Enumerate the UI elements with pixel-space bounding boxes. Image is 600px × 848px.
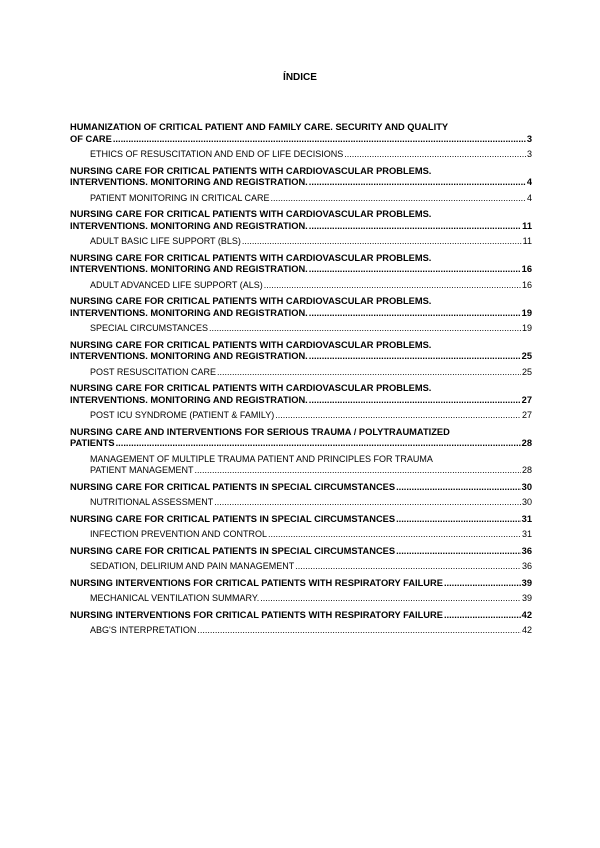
toc-section-entry[interactable]	[70, 593, 532, 605]
toc-section-entry[interactable]	[70, 454, 532, 477]
toc-entry-title-line: INTERVENTIONS. MONITORING AND REGISTRATION.	[70, 307, 308, 318]
toc-entry-title-line: ADULT ADVANCED LIFE SUPPORT (ALS)	[90, 279, 263, 290]
toc-page-number: 27	[521, 410, 532, 420]
toc-page-number: 39	[521, 593, 532, 603]
toc-dot-leader	[268, 529, 521, 541]
toc-page-number: 30	[521, 497, 532, 507]
toc-dot-leader	[309, 177, 526, 189]
toc-dot-leader	[214, 497, 521, 509]
toc-entry-title-line: PATIENT MONITORING IN CRITICAL CARE	[90, 192, 270, 203]
toc-entry-title-line: ADULT BASIC LIFE SUPPORT (BLS)	[90, 236, 241, 246]
toc-page-number: 19	[521, 307, 532, 318]
toc-page-number: 11	[522, 220, 532, 231]
toc-dot-leader	[309, 221, 521, 233]
toc-section-entry[interactable]	[70, 497, 532, 509]
toc-entry-title-line: NURSING CARE FOR CRITICAL PATIENTS WITH CARDIOVASCULAR PROBLEMS.	[70, 209, 432, 219]
toc-page-number: 28	[521, 438, 532, 448]
toc-page-number: 25	[521, 366, 532, 377]
toc-section-entry[interactable]	[70, 529, 532, 541]
toc-chapter-entry[interactable]	[70, 340, 532, 363]
toc-page-number: 36	[521, 545, 532, 556]
toc-section-entry[interactable]	[70, 367, 532, 379]
toc-page-number: 11	[522, 236, 532, 246]
toc-page-number: 16	[521, 264, 532, 274]
toc-page-number: 42	[521, 625, 532, 635]
toc-entry-title-line: NURSING CARE FOR CRITICAL PATIENTS IN SPECIAL CIRCUMSTANCES	[70, 545, 396, 556]
toc-section-entry[interactable]	[70, 236, 532, 248]
toc-section-entry[interactable]	[70, 323, 532, 335]
toc-entry-title-line: NURSING CARE FOR CRITICAL PATIENTS IN SPECIAL CIRCUMSTANCES	[70, 513, 396, 524]
toc-entry-title-line: NURSING CARE FOR CRITICAL PATIENTS IN SPECIAL CIRCUMSTANCES	[70, 481, 396, 492]
toc-entry-title-line: MANAGEMENT OF MULTIPLE TRAUMA PATIENT AND PRINCIPLES FOR TRAUMA	[90, 453, 433, 464]
toc-entry-title-line: NURSING CARE FOR CRITICAL PATIENTS WITH CARDIOVASCULAR PROBLEMS.	[70, 252, 432, 263]
toc-section-entry[interactable]	[70, 193, 532, 205]
toc-dot-leader	[444, 578, 521, 590]
toc-page-number: 25	[521, 351, 532, 361]
toc-section-entry[interactable]	[70, 149, 532, 161]
toc-chapter-entry[interactable]	[70, 166, 532, 189]
toc-dot-leader	[113, 134, 526, 146]
toc-page-number: 3	[526, 149, 532, 159]
toc-dot-leader	[242, 236, 522, 248]
toc-page-number: 31	[521, 513, 532, 524]
toc-entry-title-line: SEDATION, DELIRIUM AND PAIN MANAGEMENT	[90, 561, 295, 571]
toc-chapter-entry[interactable]	[70, 546, 532, 558]
toc-chapter-entry[interactable]	[70, 383, 532, 406]
toc-entry-title-line: PATIENT MANAGEMENT	[90, 465, 194, 475]
toc-dot-leader	[275, 410, 521, 422]
toc-page-number: 16	[521, 279, 532, 290]
toc-page-number: 42	[521, 609, 532, 620]
toc-entry-title-line: NURSING INTERVENTIONS FOR CRITICAL PATIENTS WITH RESPIRATORY FAILURE	[70, 577, 443, 588]
toc-entry-title-line: INTERVENTIONS. MONITORING AND REGISTRATION.	[70, 220, 308, 231]
toc-entry-title-line: HUMANIZATION OF CRITICAL PATIENT AND FAMILY CARE. SECURITY AND QUALITY	[70, 122, 449, 132]
toc-entry-title-line: MECHANICAL VENTILATION SUMMARY.	[90, 593, 260, 603]
toc-chapter-entry[interactable]	[70, 514, 532, 526]
toc-page-number: 27	[521, 394, 532, 405]
toc-section-entry[interactable]	[70, 410, 532, 422]
toc-entry-title-line: SPECIAL CIRCUMSTANCES	[90, 323, 209, 333]
toc-dot-leader	[295, 561, 521, 573]
toc-entry-title-line: NUTRITIONAL ASSESSMENT	[90, 497, 214, 507]
toc-entry-title-line: NURSING CARE FOR CRITICAL PATIENTS WITH CARDIOVASCULAR PROBLEMS.	[70, 296, 432, 306]
toc-chapter-entry[interactable]	[70, 122, 532, 145]
toc-section-entry[interactable]	[70, 280, 532, 292]
toc-entry-title-line: INTERVENTIONS. MONITORING AND REGISTRATION.	[70, 394, 308, 405]
toc-section-entry[interactable]	[70, 625, 532, 637]
toc-dot-leader	[444, 610, 521, 622]
toc-page-number: 31	[521, 529, 532, 539]
toc-entry-title-line: POST RESUSCITATION CARE	[90, 366, 217, 377]
toc-entry-title-line: INTERVENTIONS. MONITORING AND REGISTRATION.	[70, 177, 308, 187]
toc-entry-title-line: NURSING CARE FOR CRITICAL PATIENTS WITH CARDIOVASCULAR PROBLEMS.	[70, 165, 432, 176]
toc-page-number: 39	[521, 577, 532, 588]
toc-dot-leader	[264, 280, 521, 292]
toc-dot-leader	[116, 438, 521, 450]
toc-entry-title-line: INTERVENTIONS. MONITORING AND REGISTRATION.	[70, 264, 308, 274]
toc-dot-leader	[217, 367, 521, 379]
toc-dot-leader	[197, 625, 521, 637]
toc-entry-title-line: ABG'S INTERPRETATION	[90, 625, 197, 635]
toc-entry-title-line: NURSING CARE AND INTERVENTIONS FOR SERIOUS TRAUMA / POLYTRAUMATIZED	[70, 426, 450, 437]
toc-dot-leader	[344, 149, 526, 161]
toc-entry-title-line: ETHICS OF RESUSCITATION AND END OF LIFE DECISIONS	[90, 149, 344, 159]
toc-chapter-entry[interactable]	[70, 610, 532, 622]
toc-entry-title-line: NURSING CARE FOR CRITICAL PATIENTS WITH CARDIOVASCULAR PROBLEMS.	[70, 383, 432, 393]
toc-page-number: 19	[521, 323, 532, 333]
toc-dot-leader	[309, 308, 521, 320]
toc-entry-title-line: PATIENTS	[70, 438, 115, 448]
toc-dot-leader	[195, 465, 521, 477]
toc-dot-leader	[309, 351, 521, 363]
toc-page-number: 28	[521, 465, 532, 475]
toc-entry-title-line: NURSING INTERVENTIONS FOR CRITICAL PATIENTS WITH RESPIRATORY FAILURE	[70, 609, 443, 620]
toc-dot-leader	[271, 193, 526, 205]
toc-dot-leader	[396, 546, 521, 558]
toc-dot-leader	[209, 323, 521, 335]
page-title: ÍNDICE	[283, 72, 317, 83]
toc-page-number: 3	[526, 133, 532, 144]
toc-entry-title-line: OF CARE	[70, 133, 112, 144]
toc-entry-title-line: INTERVENTIONS. MONITORING AND REGISTRATION.	[70, 351, 308, 361]
toc-chapter-entry[interactable]	[70, 296, 532, 319]
toc-entry-title-line: NURSING CARE FOR CRITICAL PATIENTS WITH CARDIOVASCULAR PROBLEMS.	[70, 339, 432, 350]
toc-dot-leader	[396, 514, 521, 526]
toc-dot-leader	[260, 593, 521, 605]
toc-chapter-entry[interactable]	[70, 482, 532, 494]
toc-section-entry[interactable]	[70, 561, 532, 573]
table-of-contents	[70, 122, 532, 637]
toc-page-number: 4	[526, 177, 532, 187]
toc-chapter-entry[interactable]	[70, 427, 532, 450]
toc-entry-title-line: POST ICU SYNDROME (PATIENT & FAMILY)	[90, 410, 275, 420]
toc-page-number: 4	[526, 192, 532, 203]
toc-dot-leader	[309, 395, 521, 407]
toc-dot-leader	[396, 482, 521, 494]
toc-chapter-entry[interactable]	[70, 578, 532, 590]
toc-dot-leader	[309, 264, 521, 276]
toc-chapter-entry[interactable]	[70, 253, 532, 276]
toc-entry-title-line: INFECTION PREVENTION AND CONTROL	[90, 529, 268, 539]
toc-chapter-entry[interactable]	[70, 209, 532, 232]
toc-page-number: 30	[521, 481, 532, 492]
toc-page-number: 36	[521, 561, 532, 571]
